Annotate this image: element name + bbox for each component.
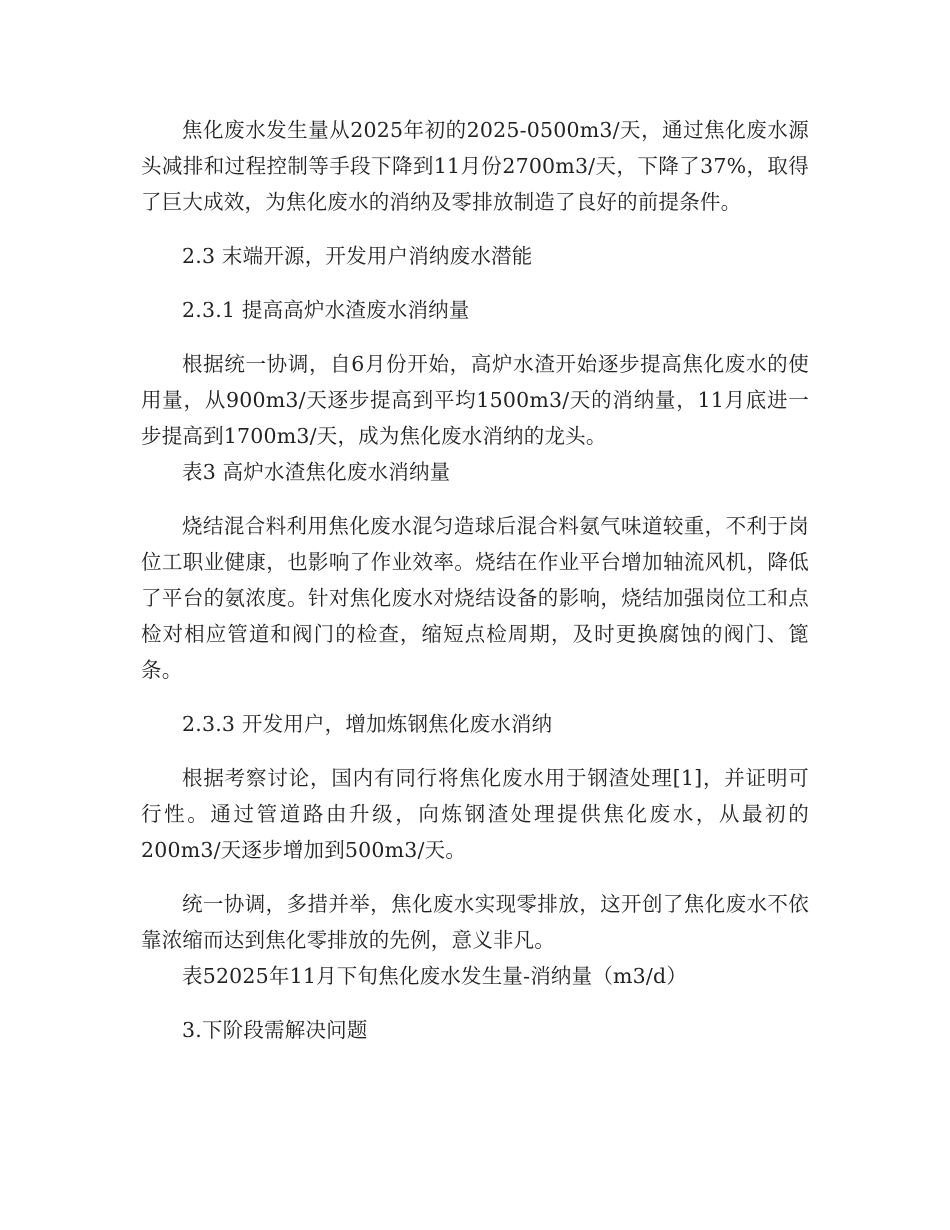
paragraph-sintering: 烧结混合料利用焦化废水混匀造球后混合料氨气味道较重，不利于岗位工职业健康，也影响了作业效率。烧结在作业平台增加轴流风机，降低了平台的氨浓度。针对焦化废水对烧结设备的影响，烧结加强岗位工和点检对相应管道和阀门的检查，缩短点检周期，及时更换腐蚀的阀门、篦条。: [141, 514, 809, 682]
paragraph-wastewater-reduction: 焦化废水发生量从2025年初的2025-0500m3/天，通过焦化废水源头减排和过程控制等手段下降到11月份2700m3/天，下降了37%，取得了巨大成效，为焦化废水的消纳及零排放制造了良好的前提条件。: [141, 118, 809, 214]
section-heading-2-3-3: 2.3.3 开发用户，增加炼钢焦化废水消纳: [182, 712, 553, 736]
section-heading-2-3-1: 2.3.1 提高高炉水渣废水消纳量: [182, 298, 470, 322]
paragraph-steel-slag: 根据考察讨论，国内有同行将焦化废水用于钢渣处理[1]，并证明可行性。通过管道路由升级，向炼钢渣处理提供焦化废水，从最初的200m3/天逐步增加到500m3/天。: [141, 766, 809, 862]
document-body: [141, 112, 809, 1048]
table-5-caption: 表52025年11月下旬焦化废水发生量-消纳量（m3/d）: [182, 964, 688, 988]
section-heading-2-3: 2.3 末端开源，开发用户消纳废水潜能: [182, 244, 533, 268]
paragraph-blast-furnace-slag: 根据统一协调，自6月份开始，高炉水渣开始逐步提高焦化废水的使用量，从900m3/天逐步提高到平均1500m3/天的消纳量，11月底进一步提高到1700m3/天，成为焦化废水消纳的龙头。: [141, 352, 809, 448]
paragraph-zero-discharge: 统一协调，多措并举，焦化废水实现零排放，这开创了焦化废水不依靠浓缩而达到焦化零排放的先例，意义非凡。: [141, 892, 809, 952]
section-heading-3: 3.下阶段需解决问题: [182, 1018, 368, 1042]
table-3-caption: 表3 高炉水渣焦化废水消纳量: [182, 460, 451, 484]
